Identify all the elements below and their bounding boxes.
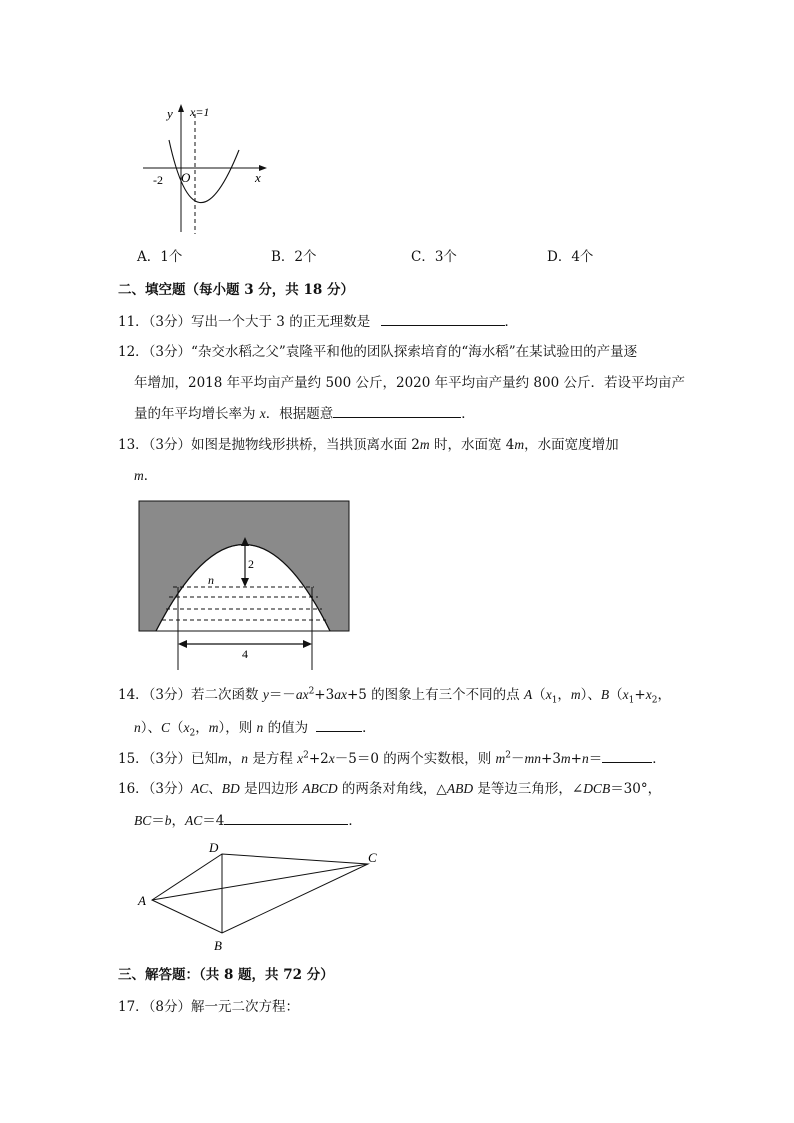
q14-plus: + [634, 687, 646, 703]
q12-line-2: 年增加，2018 年平均亩产量约 500 公斤，2020 年平均亩产量约 800 公斤．若设平均亩产 [134, 375, 685, 391]
q14-sub-1b: 1 [628, 695, 635, 706]
q14-text-4: +5 的图象上有三个不同的点 [346, 687, 524, 703]
option-a: A．1个 [137, 249, 183, 265]
q15-line [118, 749, 666, 768]
q12-text: 量的年平均增长率为 [134, 406, 256, 422]
q14-answer-blank[interactable] [316, 718, 362, 732]
section-3-heading: 三、解答题：（共 8 题，共 72 分） [118, 967, 334, 983]
q16-dcb: DCB [583, 781, 611, 796]
q12-end: ． [461, 406, 475, 422]
q12-line-1: 12．（3分）“杂交水稻之父”袁隆平和他的团队探索培育的“海水稻”在某试验田的产量逐 [118, 344, 638, 360]
q15-plus-3: +3 [541, 751, 561, 767]
q14-x2-b: x [183, 720, 190, 735]
q13-unit-2: m [514, 437, 525, 452]
height-label: 2 [248, 557, 254, 571]
q14-end: ． [362, 720, 376, 736]
origin-label: O [181, 170, 191, 185]
point-d-label: D [209, 840, 219, 855]
option-b: B．2个 [271, 249, 317, 265]
q14-n: n [134, 720, 141, 735]
option-c: C．3个 [411, 249, 457, 265]
q11-end: ． [504, 314, 518, 330]
q14-paren-close: ）、 [580, 687, 601, 703]
q14-text-6: ），则 [218, 720, 257, 736]
q15-answer-blank[interactable] [602, 749, 652, 763]
q12-var: x [259, 406, 266, 421]
q14-y: y [262, 687, 269, 702]
q14-ax-2: ax [334, 687, 347, 702]
q15-n: n [241, 751, 249, 766]
q14-comma-3: ， [195, 720, 209, 736]
point-b-label: B [214, 938, 222, 953]
q13-line-2 [134, 467, 157, 485]
q16-abd: ABD [446, 781, 474, 796]
q14-text-7: 的值为 [263, 720, 309, 736]
q14-x2: x [645, 687, 652, 702]
q15-text-3: +2 [308, 751, 329, 767]
q11-answer-blank[interactable] [381, 312, 505, 326]
q14-sub-2b: 2 [189, 728, 196, 739]
q14-sub-2: 2 [651, 695, 658, 706]
root-label: -2 [153, 173, 163, 187]
q16-bd: BD [221, 781, 240, 796]
q14-comma: ， [557, 687, 571, 703]
q16-bc: BC [134, 813, 152, 828]
q14-paren-2: （ [609, 687, 623, 703]
q14-sup: 2 [308, 686, 315, 697]
q15-text: 15．（3分）已知 [118, 751, 219, 767]
q15-n-2: n [581, 751, 589, 766]
q16-text-2: 是四边形 [239, 781, 303, 797]
q13-line-1 [118, 436, 619, 454]
width-label: 4 [242, 647, 248, 661]
q16-abcd: ABCD [302, 781, 338, 796]
q13-text: 13．（3分）如图是抛物线形拱桥，当拱顶离水面 2 [118, 437, 420, 453]
q14-paren-3: （ [170, 720, 184, 736]
q16-answer-blank[interactable] [224, 811, 348, 825]
parabola-graph [135, 100, 275, 240]
q15-m-3: m [560, 751, 571, 766]
q14-ax: ax [295, 687, 309, 702]
q14-sub-1: 1 [551, 695, 558, 706]
q16-line-1 [118, 780, 661, 798]
q14-paren: （ [532, 687, 546, 703]
q14-x1-b: x [622, 687, 629, 702]
q14-line-2 [134, 718, 376, 737]
q14-point-c: C [161, 720, 171, 735]
option-d: D．4个 [547, 249, 594, 265]
y-axis-label: y [167, 106, 173, 121]
question-11 [118, 312, 518, 331]
q15-m: m [218, 751, 228, 766]
q14-m: m [570, 687, 581, 702]
x-axis-label: x [255, 170, 261, 185]
q14-text-5: ）、 [140, 720, 161, 736]
q12-line-3 [134, 404, 475, 423]
q14-comma-2: ， [657, 687, 671, 703]
arch-bridge-figure [136, 498, 356, 673]
quadrilateral-figure [130, 836, 390, 956]
q15-sup-2: 2 [505, 750, 512, 761]
q11-text: 11．（3分）写出一个大于 3 的正无理数是 [118, 314, 371, 330]
q14-text-2: ＝－ [268, 687, 296, 703]
q16-ac: AC [191, 781, 209, 796]
q13-end: ． [143, 468, 158, 484]
q16-line-2 [134, 811, 362, 830]
q13-unit: m [419, 437, 430, 452]
q13-unit-3: m [134, 468, 144, 483]
q16-b: b [164, 813, 172, 828]
n-label: n [208, 573, 214, 587]
point-a-label: A [138, 893, 146, 908]
q15-minus: － [511, 751, 525, 767]
q15-text-4: －5＝0 的两个实数根，则 [334, 751, 496, 767]
q16-text-4: 是等边三角形，∠ [473, 781, 584, 797]
q15-x-2: x [328, 751, 335, 766]
q15-x: x [297, 751, 304, 766]
q16-sep: 、 [208, 781, 222, 797]
q12-answer-blank[interactable] [333, 404, 461, 418]
q14-text: 14．（3分）若二次函数 [118, 687, 263, 703]
q12-text-2: ．根据题意 [265, 406, 334, 422]
q15-plus: + [570, 751, 582, 767]
q15-m-2: m [495, 751, 506, 766]
x-equals-one-label: x=1 [190, 105, 210, 119]
q16-end: ． [348, 813, 362, 829]
q15-mn: mn [524, 751, 542, 766]
q14-point-b: B [600, 687, 610, 702]
q15-comma: ， [227, 751, 242, 767]
question-17: 17．（8分）解一元二次方程： [118, 999, 300, 1015]
q16-eq: ＝ [151, 813, 165, 829]
q16-comma: ， [171, 813, 186, 829]
q16-ac-2: AC [185, 813, 203, 828]
q14-x1: x [545, 687, 552, 702]
section-2-heading: 二、填空题（每小题 3 分，共 18 分） [118, 282, 354, 298]
q14-line-1 [118, 686, 671, 704]
q13-text-3: ，水面宽度增加 [524, 437, 619, 453]
q16-eq4: ＝4 [202, 813, 225, 829]
q14-m-2: m [208, 720, 219, 735]
q14-text-3: +3 [314, 687, 335, 703]
q13-text-2: 时，水面宽 4 [429, 437, 515, 453]
q14-n-2: n [256, 720, 264, 735]
q14-point-a: A [523, 687, 533, 702]
q15-sup: 2 [303, 750, 309, 761]
q15-text-2: 是方程 [248, 751, 298, 767]
q16-text-3: 的两条对角线，△ [337, 781, 447, 797]
q16-text-5: ＝30°， [610, 781, 662, 797]
q15-eq: ＝ [588, 751, 603, 767]
q15-end: ． [652, 751, 666, 767]
q16-text: 16．（3分） [118, 781, 192, 797]
point-c-label: C [368, 850, 377, 865]
